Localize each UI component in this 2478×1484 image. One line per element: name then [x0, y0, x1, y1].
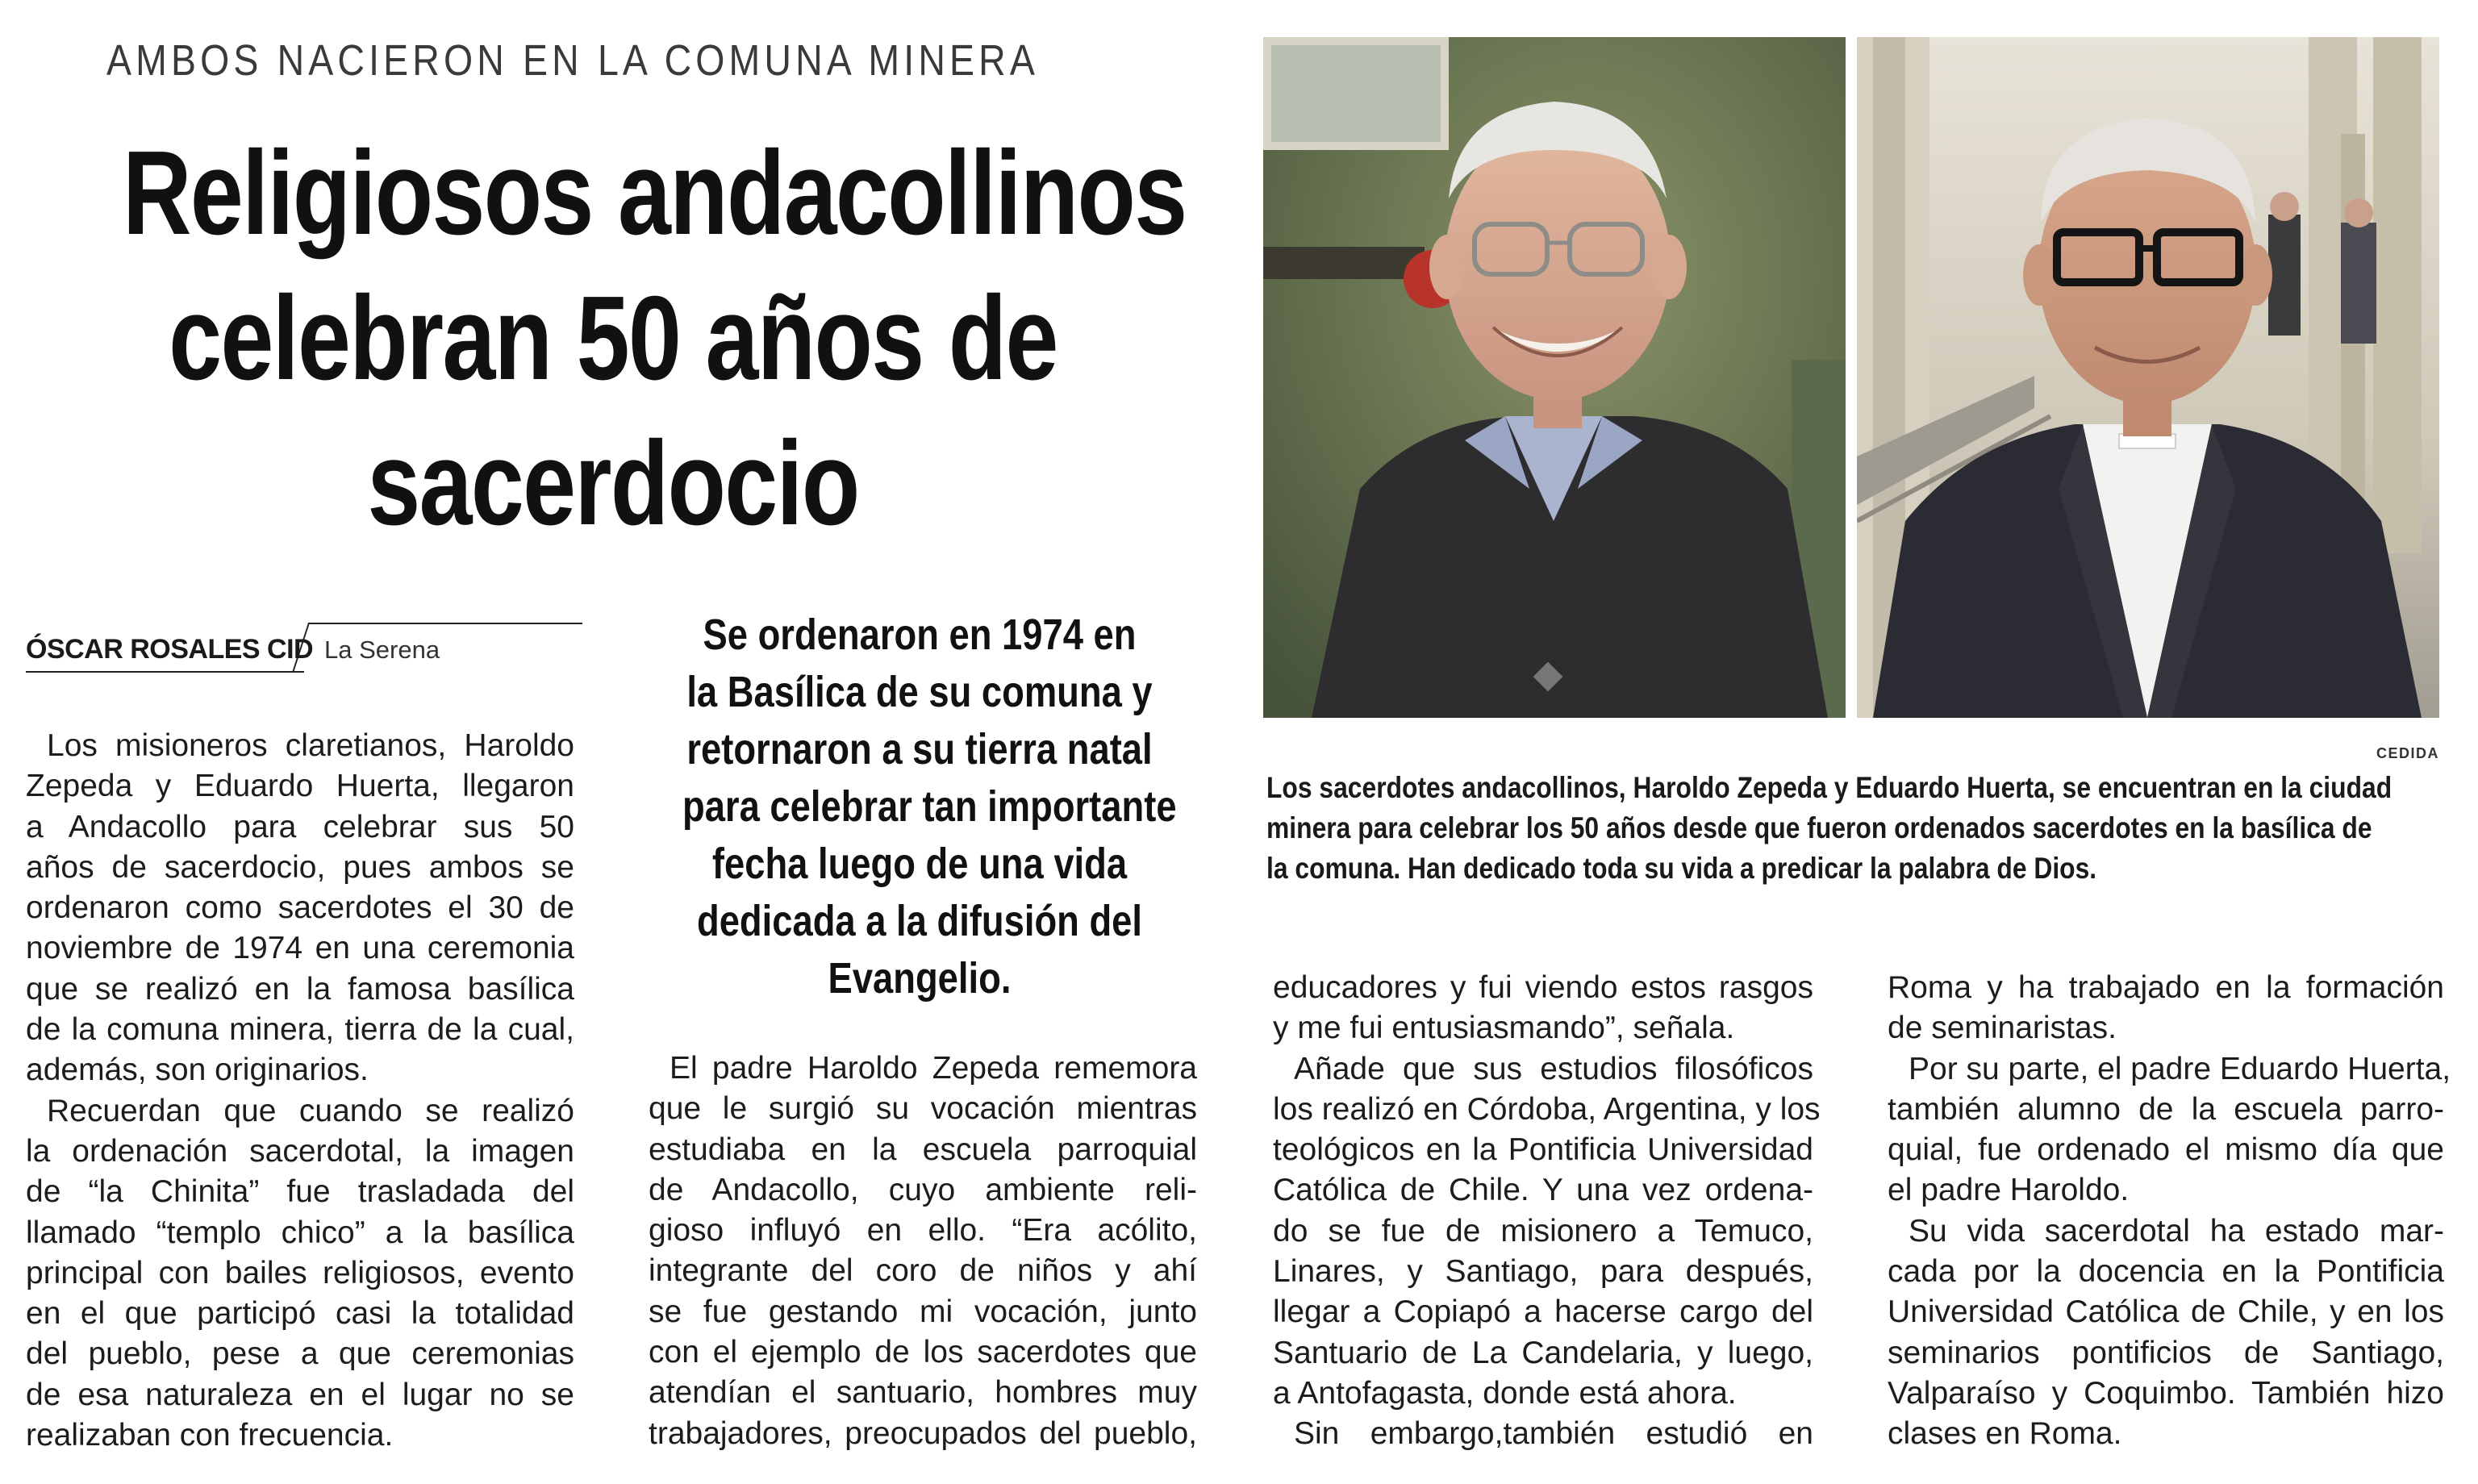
body-line: a Andacollo para celebrar sus 50 — [26, 809, 574, 844]
pull-quote-line: Evangelio. — [828, 954, 1012, 1003]
body-line: de seminaristas. — [1888, 1011, 2117, 1046]
byline-underline — [26, 671, 304, 673]
headline — [0, 121, 1226, 556]
body-line: clases en Roma. — [1888, 1416, 2122, 1452]
body-line: cada por la docencia en la Pontificia — [1888, 1254, 2444, 1290]
byline — [26, 619, 574, 673]
body-column-1 — [26, 726, 574, 1456]
body-line: principal con bailes religiosos, evento — [26, 1255, 574, 1290]
body-line: Roma y ha trabajado en la formación — [1888, 970, 2444, 1005]
body-column-4 — [1888, 968, 2451, 1455]
pull-quote-line: para celebrar tan importante — [682, 782, 1177, 831]
body-line: años de sacerdocio, pues ambos se — [26, 849, 574, 885]
body-line: trabajadores, preocupados del pueblo, — [649, 1415, 1197, 1451]
body-line: do se fue de misionero a Temuco, — [1273, 1213, 1813, 1248]
caption-line: Los sacerdotes andacollinos, Haroldo Zepeda y Eduardo Huerta, se encuentran en la ciudad — [1266, 771, 2392, 804]
body-line: también alumno de la escuela parro- — [1888, 1091, 2444, 1127]
pull-quote-line: la Basílica de su comuna y — [686, 668, 1153, 716]
photo-eduardo-illustration — [1857, 37, 2439, 718]
body-line: realizaban con frecuencia. — [26, 1418, 394, 1453]
body-line: de Andacollo, cuyo ambiente reli- — [649, 1172, 1197, 1207]
body-line: la ordenación sacerdotal, la imagen — [26, 1133, 574, 1169]
body-line: además, son originarios. — [26, 1053, 369, 1088]
body-line: Sin embargo,también estudió en — [1294, 1416, 1813, 1452]
body-line: llamado “templo chico” a la basílica — [26, 1215, 574, 1250]
body-line: Universidad Católica de Chile, y en los — [1888, 1294, 2444, 1330]
pull-quote-line: fecha luego de una vida — [711, 840, 1128, 888]
body-line: gioso influyó en ello. “Era acólito, — [649, 1213, 1197, 1248]
body-line: Zepeda y Eduardo Huerta, llegaron — [26, 769, 574, 804]
body-line: de esa naturaleza en el lugar no se — [26, 1377, 574, 1412]
pull-quote-line: dedicada a la difusión del — [696, 897, 1143, 945]
photo-credit: CEDIDA — [2376, 745, 2439, 761]
byline-author: ÓSCAR ROSALES CID — [26, 634, 314, 665]
body-line: quial, fue ordenado el mismo día que — [1888, 1132, 2444, 1168]
body-line: Añade que sus estudios filosóficos — [1294, 1051, 1813, 1086]
body-line: Recuerdan que cuando se realizó — [47, 1093, 574, 1128]
pull-quote-line: retornaron a su tierra natal — [686, 725, 1153, 773]
body-line: seminarios pontificios de Santiago, — [1888, 1335, 2444, 1370]
pull-quote — [637, 607, 1202, 1007]
photo-haroldo-illustration — [1263, 37, 1846, 718]
pull-quote-line: Se ordenaron en 1974 en — [703, 611, 1137, 659]
body-line: Linares, y Santiago, para después, — [1273, 1254, 1813, 1290]
headline-line: Religiosos andacollinos — [123, 127, 1187, 260]
body-line: noviembre de 1974 en una ceremonia — [26, 931, 574, 966]
body-line: estudiaba en la escuela parroquial — [649, 1132, 1197, 1167]
byline-place: La Serena — [324, 636, 440, 664]
photo-caption — [1266, 768, 2441, 889]
body-line: teológicos en la Pontificia Universidad — [1273, 1132, 1813, 1168]
body-line: de “la Chinita” fue trasladada del — [26, 1174, 574, 1210]
body-line: Católica de Chile. Y una vez ordena- — [1273, 1173, 1813, 1208]
photo-eduardo-huerta — [1857, 37, 2439, 718]
body-line: se fue gestando mi vocación, junto — [649, 1294, 1197, 1329]
body-line: El padre Haroldo Zepeda rememora — [670, 1051, 1197, 1086]
body-column-2 — [649, 1048, 1197, 1454]
body-line: Su vida sacerdotal ha estado mar- — [1909, 1213, 2444, 1248]
body-line: que se realizó en la famosa basílica — [26, 971, 574, 1007]
photo-haroldo-zepeda — [1263, 37, 1846, 718]
headline-line: celebran 50 años de — [169, 272, 1058, 405]
body-line: educadores y fui viendo estos rasgos — [1273, 970, 1813, 1005]
body-line: en el que participó casi la totalidad — [26, 1296, 574, 1332]
caption-line: la comuna. Han dedicado toda su vida a predicar la palabra de Dios. — [1266, 852, 2097, 885]
body-line: y me fui entusiasmando”, señala. — [1273, 1011, 1735, 1046]
body-line: Por su parte, el padre Eduardo Huerta, — [1909, 1051, 2451, 1086]
body-line: de la comuna minera, tierra de la cual, — [26, 1012, 574, 1048]
body-line: integrante del coro de niños y ahí — [649, 1253, 1197, 1289]
byline-rule — [308, 623, 582, 624]
body-line: Santuario de La Candelaria, y luego, — [1273, 1335, 1813, 1370]
caption-line: minera para celebrar los 50 años desde que fueron ordenados sacerdotes en la basílica de — [1266, 811, 2372, 844]
body-line: los realizó en Córdoba, Argentina, y los — [1273, 1091, 1821, 1127]
body-line: con el ejemplo de los sacerdotes que — [649, 1335, 1197, 1370]
kicker: AMBOS NACIERON EN LA COMUNA MINERA — [106, 36, 1040, 85]
body-line: Valparaíso y Coquimbo. También hizo — [1888, 1375, 2444, 1411]
body-line: el padre Haroldo. — [1888, 1173, 2130, 1208]
headline-line: sacerdocio — [367, 417, 859, 550]
body-line: ordenaron como sacerdotes el 30 de — [26, 890, 574, 926]
body-line: que le surgió su vocación mientras — [649, 1091, 1197, 1127]
body-column-3 — [1273, 968, 1821, 1455]
body-line: a Antofagasta, donde está ahora. — [1273, 1375, 1737, 1411]
body-line: llegar a Copiapó a hacerse cargo del — [1273, 1294, 1813, 1330]
body-line: del pueblo, pese a que ceremonias — [26, 1336, 574, 1372]
body-line: atendían el santuario, hombres muy — [649, 1375, 1197, 1411]
body-line: Los misioneros claretianos, Haroldo — [47, 728, 574, 763]
